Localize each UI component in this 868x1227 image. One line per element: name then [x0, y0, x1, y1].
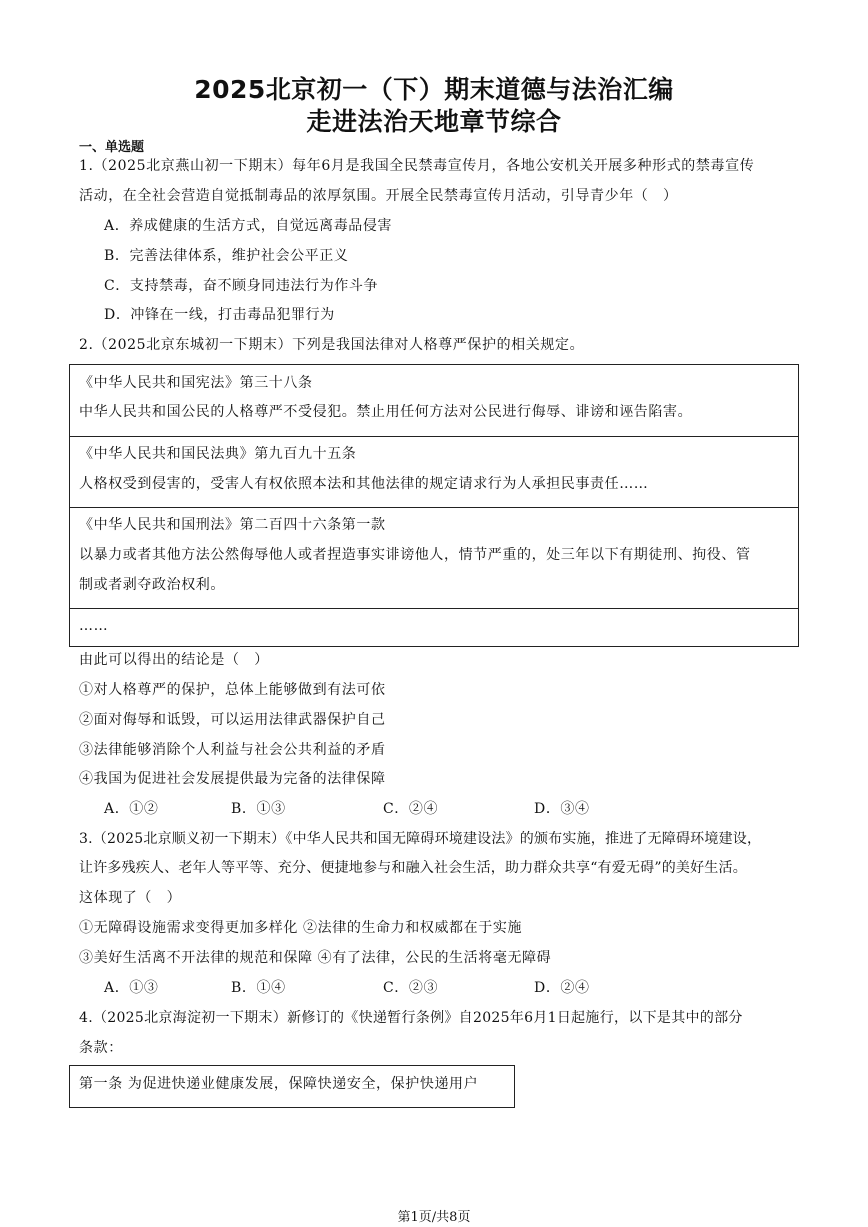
question-stem-line: 4.（2025北京海淀初一下期末）新修订的《快递暂行条例》自2025年6月1日起施行，以下是其中的部分	[79, 1010, 743, 1026]
question-stem-line: 2.（2025北京东城初一下期末）下列是我国法律对人格尊严保护的相关规定。	[79, 337, 585, 353]
section-heading: 一、单选题	[79, 140, 145, 155]
statement-4: ④我国为促进社会发展提供最为完备的法律保障	[79, 771, 386, 787]
option-d: D．②④	[534, 980, 590, 996]
question-stem-line: 这体现了（ ）	[79, 890, 182, 906]
option-c: C．②③	[383, 980, 439, 996]
statement-line: ①无障碍设施需求变得更加多样化 ②法律的生命力和权威都在于实施	[79, 920, 523, 936]
statement-2: ②面对侮辱和诋毁，可以运用法律武器保护自己	[79, 712, 386, 728]
law-text: 人格权受到侵害的，受害人有权依照本法和其他法律的规定请求行为人承担民事责任……	[79, 476, 649, 492]
option-a: A．①③	[104, 980, 159, 996]
statement-line: ③美好生活离不开法律的规范和保障 ④有了法律，公民的生活将毫无障碍	[79, 950, 552, 966]
option-b: B．完善法律体系，维护社会公平正义	[104, 248, 349, 264]
law-text: 以暴力或者其他方法公然侮辱他人或者捏造事实诽谤他人，情节严重的，处三年以下有期徒刑、拘役、管	[79, 547, 751, 563]
option-a: A．①②	[104, 801, 159, 817]
law-text: 制或者剥夺政治权利。	[79, 577, 225, 593]
law-title: 《中华人民共和国民法典》第九百九十五条	[79, 446, 357, 462]
clause-text: 第一条 为促进快递业健康发展，保障快递安全，保护快递用户	[79, 1076, 479, 1092]
page-number: 第1页/共8页	[397, 1210, 471, 1225]
question-stem-line: 1.（2025北京燕山初一下期末）每年6月是我国全民禁毒宣传月，各地公安机关开展多种形式的禁毒宣传	[79, 158, 755, 174]
option-d: D．冲锋在一线，打击毒品犯罪行为	[104, 307, 335, 323]
question-stem-line: 3.（2025北京顺义初一下期末）《中华人民共和国无障碍环境建设法》的颁布实施，推进了无障碍环境建设，	[79, 831, 762, 847]
table-divider	[69, 608, 799, 609]
page-subtitle: 走进法治天地章节综合	[306, 107, 562, 136]
question-stem-line: 活动，在全社会营造自觉抵制毒品的浓厚氛围。开展全民禁毒宣传月活动，引导青少年（ ）	[79, 188, 678, 204]
table-divider	[69, 436, 799, 437]
question-prompt: 由此可以得出的结论是（ ）	[79, 652, 269, 668]
law-title: 《中华人民共和国刑法》第二百四十六条第一款	[79, 517, 386, 533]
law-text: 中华人民共和国公民的人格尊严不受侵犯。禁止用任何方法对公民进行侮辱、诽谤和诬告陷害。	[79, 404, 693, 420]
page-title: 2025北京初一（下）期末道德与法治汇编	[194, 75, 674, 104]
law-ellipsis: ……	[79, 618, 109, 634]
law-title: 《中华人民共和国宪法》第三十八条	[79, 375, 313, 391]
option-b: B．①③	[231, 801, 286, 817]
option-c: C．支持禁毒，奋不顾身同违法行为作斗争	[104, 278, 379, 294]
option-c: C．②④	[383, 801, 439, 817]
option-b: B．①④	[231, 980, 286, 996]
statement-1: ①对人格尊严的保护，总体上能够做到有法可依	[79, 682, 386, 698]
question-stem-line: 让许多残疾人、老年人等平等、充分、便捷地参与和融入社会生活，助力群众共享“有爱无碍”的美好生活。	[79, 860, 747, 876]
statement-3: ③法律能够消除个人利益与社会公共利益的矛盾	[79, 742, 386, 758]
option-d: D．③④	[534, 801, 590, 817]
option-a: A．养成健康的生活方式，自觉远离毒品侵害	[104, 218, 393, 234]
table-divider	[69, 507, 799, 508]
question-stem-line: 条款：	[79, 1040, 123, 1056]
